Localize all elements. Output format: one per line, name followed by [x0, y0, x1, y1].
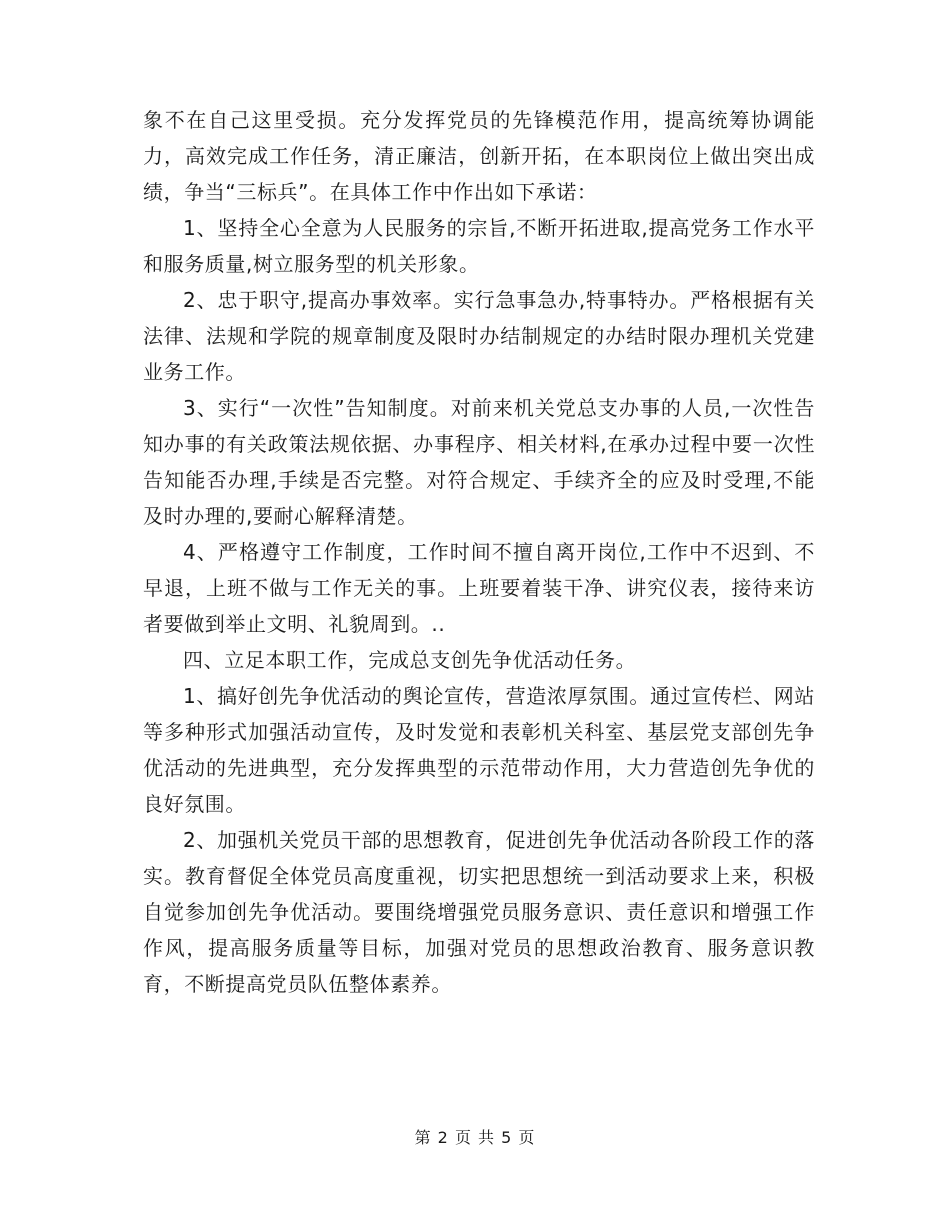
section-heading-4: 四、立足本职工作，完成总支创先争优活动任务。: [183, 648, 637, 672]
paragraph-commitment-4: 4、严格遵守工作制度，工作时间不擅自离开岗位,工作中不迟到、不早退，上班不做与工作无关的事。上班要着装干净、讲究仪表，接待来访者要做到举止文明、礼貌周到。..: [143, 540, 815, 636]
paragraph-commitment-1: 1、坚持全心全意为人民服务的宗旨,不断开拓进取,提高党务工作水平和服务质量,树立服务型的机关形象。: [143, 216, 815, 276]
paragraph-task-1: 1、搞好创先争优活动的舆论宣传，营造浓厚氛围。通过宣传栏、网站等多种形式加强活动宣传，及时发觉和表彰机关科室、基层党支部创先争优活动的先进典型，充分发挥典型的示范带动作用，大力营造创先争优的良好氛围。: [143, 684, 815, 816]
paragraph-commitment-2: 2、忠于职守,提高办事效率。实行急事急办,特事特办。严格根据有关法律、法规和学院的规章制度及限时办结制规定的办结时限办理机关党建业务工作。: [143, 288, 815, 384]
paragraph-continuation: 象不在自己这里受损。充分发挥党员的先锋模范作用，提高统筹协调能力，高效完成工作任务，清正廉洁，创新开拓，在本职岗位上做出突出成绩，争当“三标兵”。在具体工作中作出如下承诺：: [143, 108, 815, 204]
paragraph-task-2: 2、加强机关党员干部的思想教育，促进创先争优活动各阶段工作的落实。教育督促全体党员高度重视，切实把思想统一到活动要求上来，积极自觉参加创先争优活动。要围绕增强党员服务意识、责任意识和增强工作作风，提高服务质量等目标，加强对党员的思想政治教育、服务意识教育，不断提高党员队伍整体素养。: [143, 828, 815, 996]
paragraph-commitment-3: 3、实行“一次性”告知制度。对前来机关党总支办事的人员,一次性告知办事的有关政策法规依据、办事程序、相关材料,在承办过程中要一次性告知能否办理,手续是否完整。对符合规定、手续齐全的应及时受理,不能及时办理的,要耐心解释清楚。: [143, 396, 815, 528]
page-number-footer: 第 2 页 共 5 页: [414, 1128, 536, 1147]
document-body: [143, 102, 815, 1002]
